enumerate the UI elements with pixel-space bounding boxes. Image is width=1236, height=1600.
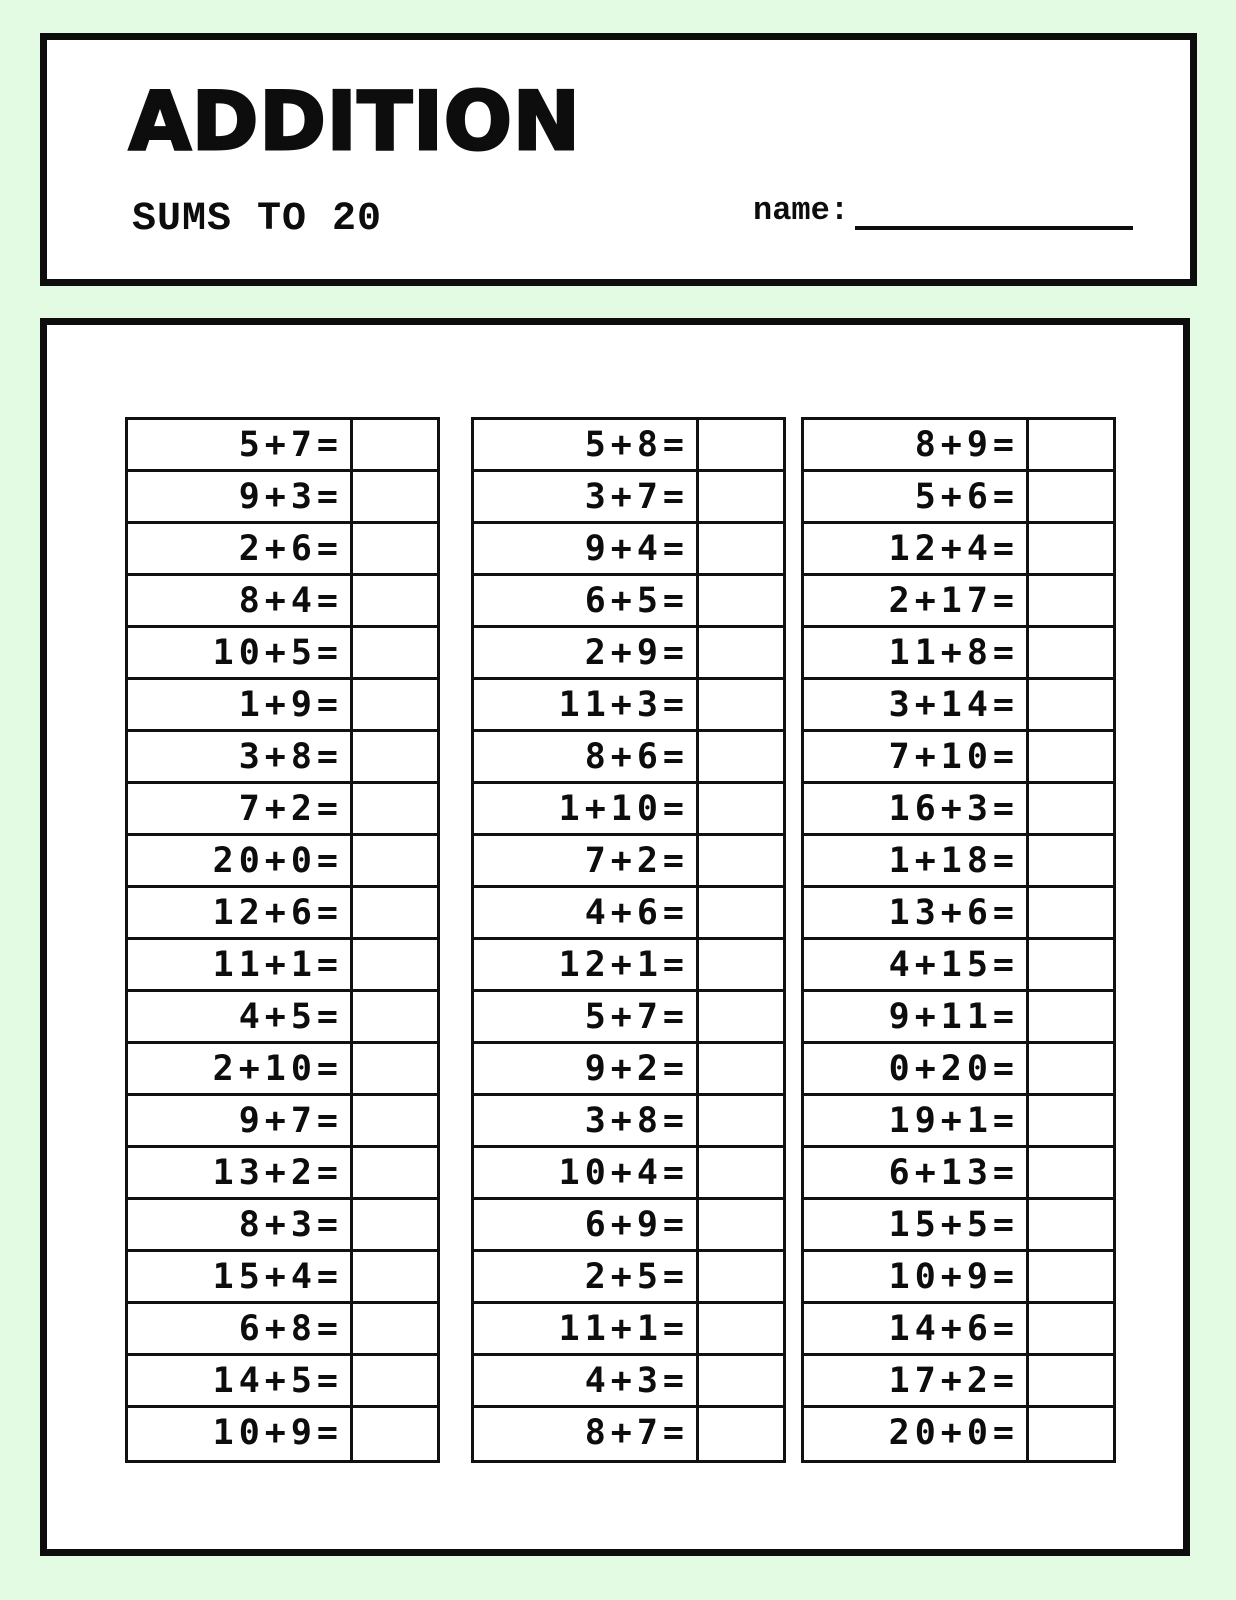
problem-text: 5+8=: [584, 425, 689, 465]
problem-text: 3+14=: [888, 685, 1019, 725]
answer-cell[interactable]: [1026, 940, 1113, 989]
answer-cell[interactable]: [350, 940, 437, 989]
answer-cell[interactable]: [1026, 524, 1113, 573]
problem-text: 4+5=: [238, 997, 343, 1037]
answer-cell[interactable]: [1026, 888, 1113, 937]
answer-cell[interactable]: [696, 940, 783, 989]
problem-row: [804, 680, 1113, 732]
problem-text: 16+3=: [888, 789, 1019, 829]
problem-text: 20+0=: [888, 1413, 1019, 1453]
answer-cell[interactable]: [696, 1408, 783, 1460]
problem-text: 7+10=: [888, 737, 1019, 777]
answer-cell[interactable]: [1026, 1252, 1113, 1301]
problem-text: 8+3=: [238, 1205, 343, 1245]
problem-text: 11+1=: [212, 945, 343, 985]
answer-cell[interactable]: [696, 524, 783, 573]
problem-text: 3+7=: [584, 477, 689, 517]
problem-row: [804, 940, 1113, 992]
problem-row: [804, 1200, 1113, 1252]
problem-text: 4+3=: [584, 1361, 689, 1401]
problems-column-1: [125, 417, 440, 1463]
problem-row: [804, 1356, 1113, 1408]
answer-cell[interactable]: [350, 836, 437, 885]
answer-cell[interactable]: [1026, 472, 1113, 521]
problem-text: 8+6=: [584, 737, 689, 777]
answer-cell[interactable]: [696, 732, 783, 781]
answer-cell[interactable]: [696, 420, 783, 469]
problem-text: 14+6=: [888, 1309, 1019, 1349]
problem-row: [128, 524, 437, 576]
answer-cell[interactable]: [696, 576, 783, 625]
problem-row: [128, 992, 437, 1044]
answer-cell[interactable]: [696, 992, 783, 1041]
problem-text: 6+9=: [584, 1205, 689, 1245]
problem-row: [804, 1408, 1113, 1460]
problem-text: 8+9=: [914, 425, 1019, 465]
problem-row: [474, 1356, 783, 1408]
problem-row: [128, 576, 437, 628]
answer-cell[interactable]: [1026, 628, 1113, 677]
answer-cell[interactable]: [350, 420, 437, 469]
answer-cell[interactable]: [696, 1148, 783, 1197]
answer-cell[interactable]: [1026, 784, 1113, 833]
answer-cell[interactable]: [696, 1200, 783, 1249]
problem-row: [474, 420, 783, 472]
answer-cell[interactable]: [350, 1408, 437, 1460]
problem-text: 8+4=: [238, 581, 343, 621]
problem-text: 20+0=: [212, 841, 343, 881]
problem-row: [474, 1304, 783, 1356]
problem-text: 9+4=: [584, 529, 689, 569]
problem-text: 6+13=: [888, 1153, 1019, 1193]
problem-text: 2+6=: [238, 529, 343, 569]
problem-row: [804, 784, 1113, 836]
problem-row: [474, 628, 783, 680]
problem-text: 12+4=: [888, 529, 1019, 569]
problem-row: [474, 1200, 783, 1252]
problem-text: 13+6=: [888, 893, 1019, 933]
problem-row: [128, 1304, 437, 1356]
problem-row: [474, 836, 783, 888]
answer-cell[interactable]: [1026, 680, 1113, 729]
problem-text: 3+8=: [238, 737, 343, 777]
answer-cell[interactable]: [350, 1148, 437, 1197]
answer-cell[interactable]: [350, 680, 437, 729]
answer-cell[interactable]: [696, 1096, 783, 1145]
problem-text: 4+15=: [888, 945, 1019, 985]
answer-cell[interactable]: [350, 992, 437, 1041]
problem-row: [804, 1252, 1113, 1304]
problem-text: 5+7=: [584, 997, 689, 1037]
answer-cell[interactable]: [350, 1304, 437, 1353]
problem-text: 19+1=: [888, 1101, 1019, 1141]
answer-cell[interactable]: [1026, 836, 1113, 885]
problem-row: [128, 1096, 437, 1148]
problem-text: 10+4=: [558, 1153, 689, 1193]
problem-row: [474, 1408, 783, 1460]
answer-cell[interactable]: [350, 1096, 437, 1145]
problem-text: 2+5=: [584, 1257, 689, 1297]
problem-row: [474, 1252, 783, 1304]
page-title: ADDITION: [129, 75, 581, 168]
problem-row: [128, 732, 437, 784]
problem-row: [474, 524, 783, 576]
problem-text: 5+7=: [238, 425, 343, 465]
problem-row: [128, 1356, 437, 1408]
problem-row: [804, 1096, 1113, 1148]
problem-text: 1+18=: [888, 841, 1019, 881]
answer-cell[interactable]: [696, 836, 783, 885]
problem-row: [804, 472, 1113, 524]
page-subtitle: SUMS TO 20: [132, 197, 383, 242]
problem-row: [128, 680, 437, 732]
problem-row: [128, 836, 437, 888]
answer-cell[interactable]: [350, 576, 437, 625]
problem-text: 12+1=: [558, 945, 689, 985]
answer-cell[interactable]: [1026, 992, 1113, 1041]
problem-text: 5+6=: [914, 477, 1019, 517]
problem-row: [128, 1200, 437, 1252]
answer-cell[interactable]: [1026, 1148, 1113, 1197]
problem-text: 3+8=: [584, 1101, 689, 1141]
problem-text: 11+8=: [888, 633, 1019, 673]
problem-text: 12+6=: [212, 893, 343, 933]
answer-cell[interactable]: [1026, 1356, 1113, 1405]
problem-text: 1+10=: [558, 789, 689, 829]
problem-row: [804, 576, 1113, 628]
problem-row: [128, 784, 437, 836]
problem-row: [804, 732, 1113, 784]
problem-text: 8+7=: [584, 1413, 689, 1453]
problem-text: 10+9=: [888, 1257, 1019, 1297]
answer-cell[interactable]: [1026, 420, 1113, 469]
problem-row: [804, 1044, 1113, 1096]
problem-row: [804, 888, 1113, 940]
problems-column-2: [471, 417, 786, 1463]
problem-row: [128, 472, 437, 524]
problem-text: 4+6=: [584, 893, 689, 933]
problem-row: [128, 1044, 437, 1096]
problem-text: 6+8=: [238, 1309, 343, 1349]
problem-text: 11+3=: [558, 685, 689, 725]
answer-cell[interactable]: [350, 732, 437, 781]
answer-cell[interactable]: [696, 472, 783, 521]
problem-row: [128, 1252, 437, 1304]
problem-row: [804, 1304, 1113, 1356]
problems-column-3: [801, 417, 1116, 1463]
problem-text: 13+2=: [212, 1153, 343, 1193]
problem-row: [474, 992, 783, 1044]
problem-row: [474, 680, 783, 732]
answer-cell[interactable]: [350, 888, 437, 937]
problem-row: [474, 1148, 783, 1200]
problem-text: 10+5=: [212, 633, 343, 673]
problem-row: [474, 888, 783, 940]
answer-cell[interactable]: [1026, 732, 1113, 781]
problem-text: 1+9=: [238, 685, 343, 725]
answer-cell[interactable]: [696, 1304, 783, 1353]
problem-text: 0+20=: [888, 1049, 1019, 1089]
problem-row: [128, 1148, 437, 1200]
problem-row: [474, 576, 783, 628]
answer-cell[interactable]: [696, 628, 783, 677]
problem-text: 9+11=: [888, 997, 1019, 1037]
problem-text: 15+4=: [212, 1257, 343, 1297]
name-label: name:: [753, 192, 850, 229]
problem-row: [128, 1408, 437, 1460]
problem-text: 2+10=: [212, 1049, 343, 1089]
problem-text: 15+5=: [888, 1205, 1019, 1245]
answer-cell[interactable]: [1026, 1044, 1113, 1093]
answer-cell[interactable]: [1026, 1408, 1113, 1460]
answer-cell[interactable]: [696, 784, 783, 833]
name-input-line[interactable]: [855, 196, 1133, 230]
problem-row: [804, 420, 1113, 472]
answer-cell[interactable]: [696, 1044, 783, 1093]
answer-cell[interactable]: [696, 1356, 783, 1405]
name-field-area: [753, 192, 1133, 230]
problem-row: [128, 940, 437, 992]
problem-row: [128, 628, 437, 680]
answer-cell[interactable]: [350, 784, 437, 833]
problem-text: 9+3=: [238, 477, 343, 517]
problem-text: 17+2=: [888, 1361, 1019, 1401]
problem-text: 6+5=: [584, 581, 689, 621]
answer-cell[interactable]: [1026, 1200, 1113, 1249]
problem-text: 2+17=: [888, 581, 1019, 621]
problem-text: 9+7=: [238, 1101, 343, 1141]
problem-text: 14+5=: [212, 1361, 343, 1401]
answer-cell[interactable]: [1026, 1096, 1113, 1145]
problem-row: [474, 940, 783, 992]
answer-cell[interactable]: [350, 1044, 437, 1093]
problem-row: [128, 888, 437, 940]
answer-cell[interactable]: [350, 1200, 437, 1249]
problem-text: 7+2=: [584, 841, 689, 881]
problem-text: 2+9=: [584, 633, 689, 673]
problem-text: 10+9=: [212, 1413, 343, 1453]
answer-cell[interactable]: [350, 628, 437, 677]
problem-row: [804, 1148, 1113, 1200]
problem-row: [128, 420, 437, 472]
answer-cell[interactable]: [696, 888, 783, 937]
worksheet-header-panel: [40, 33, 1197, 286]
problem-row: [474, 1096, 783, 1148]
problem-text: 11+1=: [558, 1309, 689, 1349]
answer-cell[interactable]: [696, 680, 783, 729]
problem-row: [474, 472, 783, 524]
answer-cell[interactable]: [1026, 576, 1113, 625]
problem-row: [804, 992, 1113, 1044]
problem-text: 7+2=: [238, 789, 343, 829]
answer-cell[interactable]: [1026, 1304, 1113, 1353]
answer-cell[interactable]: [350, 1252, 437, 1301]
problem-text: 9+2=: [584, 1049, 689, 1089]
problem-row: [804, 524, 1113, 576]
answer-cell[interactable]: [350, 524, 437, 573]
answer-cell[interactable]: [350, 472, 437, 521]
answer-cell[interactable]: [696, 1252, 783, 1301]
problem-row: [474, 732, 783, 784]
problem-row: [804, 628, 1113, 680]
problem-row: [474, 784, 783, 836]
answer-cell[interactable]: [350, 1356, 437, 1405]
problem-row: [474, 1044, 783, 1096]
problem-row: [804, 836, 1113, 888]
